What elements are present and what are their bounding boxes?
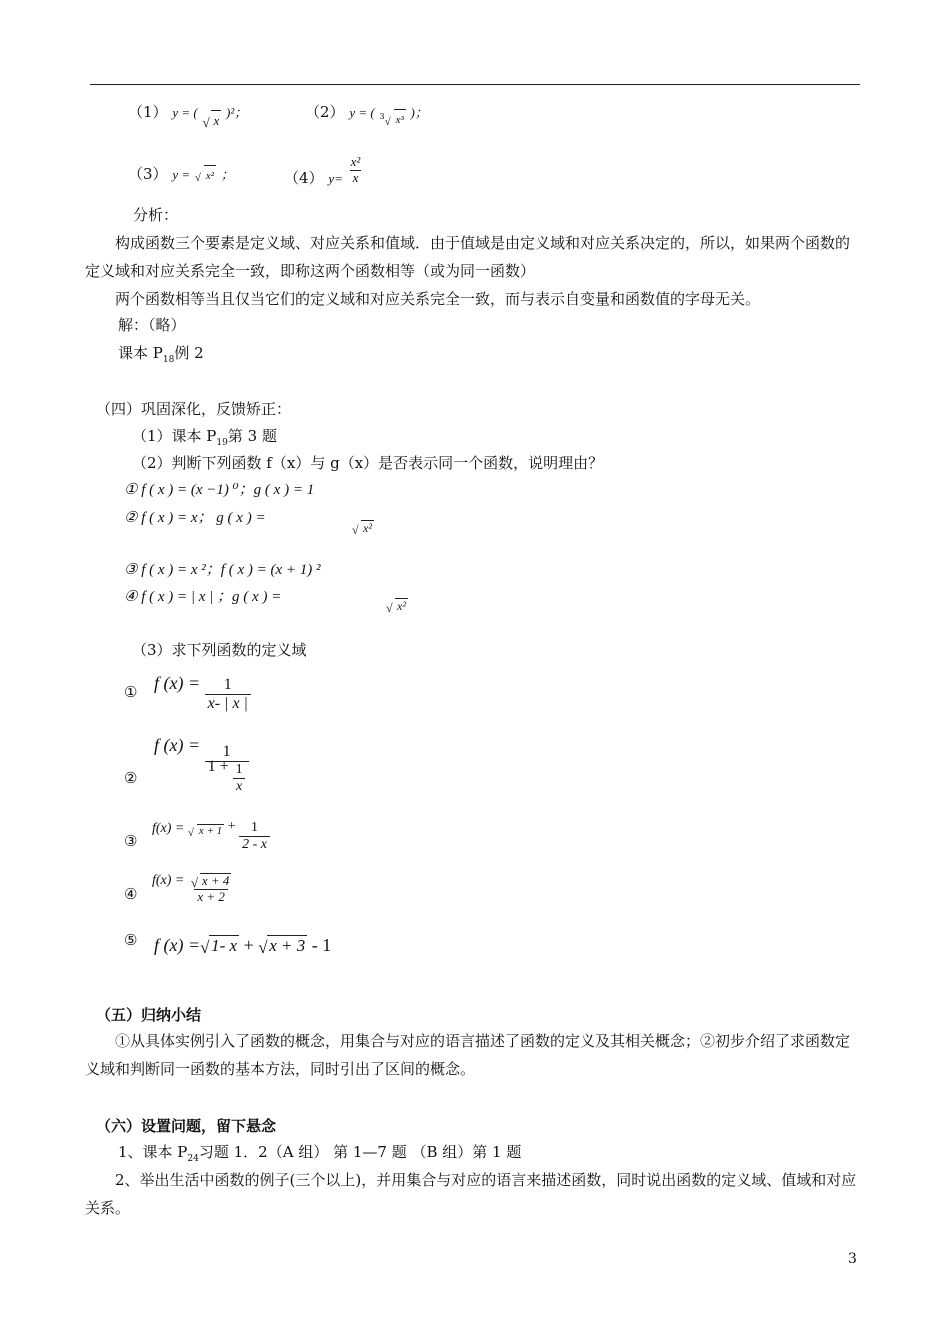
section-6-task-2: 2、举出生活中函数的例子(三个以上)，并用集合与对应的语言来描述函数，同时说出函数的定义域、值域和对应关系。 bbox=[85, 1171, 857, 1217]
textbook-ref-example: 课本 $P_{18}$例 2 bbox=[118, 344, 204, 365]
example-2-index: 3 bbox=[379, 112, 385, 121]
header-rule bbox=[90, 84, 860, 85]
example-3-expr: y = bbox=[172, 167, 191, 182]
analysis-paragraph-2: 两个函数相等当且仅当它们的定义域和对应关系完全一致，而与表示自变量和函数值的字母无关。 bbox=[115, 290, 761, 308]
example-4 bbox=[284, 155, 363, 186]
domain-5-expr: f (x) = √ 1- x + √ x + 3 - 1 bbox=[154, 935, 332, 957]
section-4-q3: （3）求下列函数的定义域 bbox=[132, 641, 307, 659]
domain-1-expr: f (x) = $\frac{1}{x- | x |}$ bbox=[154, 676, 251, 714]
domain-1-mark: ① bbox=[124, 683, 138, 701]
analysis-heading: 分析： bbox=[133, 206, 179, 224]
analysis-paragraph-1: 构成函数三个要素是定义域、对应关系和值域．由于值域是由定义域和对应关系决定的，所以，如果两个函数的定义域和对应关系完全一致，即称这两个函数相等（或为同一函数） bbox=[85, 234, 851, 280]
domain-3-mark: ③ bbox=[124, 832, 138, 850]
example-2-radical: √ x³ bbox=[385, 109, 406, 130]
compare-item-1: ① f ( x ) = (x −1) ⁰；g ( x ) = 1 bbox=[124, 482, 315, 498]
domain-3-expr: f(x) = √ x + 1 + $\frac{1}{2 - x}$ bbox=[152, 820, 270, 853]
domain-2-expr: f (x) = 1 1 + $\frac{1}{x}$ bbox=[154, 743, 249, 796]
compare-item-4: ④ f ( x ) = | x | ；g ( x ) = bbox=[124, 589, 282, 605]
example-2-label: （2） bbox=[305, 103, 345, 121]
example-2 bbox=[305, 102, 428, 128]
example-3-radical: √ x² bbox=[195, 165, 216, 186]
section-5-summary: ①从具体实例引入了函数的概念，用集合与对应的语言描述了函数的定义及其相关概念；②初步介绍了求函数定义域和判断同一函数的基本方法，同时引出了区间的概念。 bbox=[85, 1032, 851, 1078]
example-2-expr: y = ( bbox=[349, 105, 375, 120]
example-1 bbox=[128, 102, 248, 130]
example-1-tail: )²； bbox=[226, 105, 248, 120]
example-2-tail: )； bbox=[410, 105, 428, 120]
section-6-heading: （六）设置问题，留下悬念 bbox=[96, 1117, 277, 1135]
compare-item-4-radical: √ x² bbox=[386, 599, 406, 615]
section-4-heading: （四）巩固深化，反馈矫正： bbox=[96, 400, 292, 418]
domain-2-mark: ② bbox=[124, 769, 138, 787]
example-4-fraction: $\frac{\text{x²}}{x}$ bbox=[350, 154, 361, 185]
example-4-expr: y= bbox=[328, 171, 343, 187]
compare-item-3: ③ f ( x ) = x ²；f ( x ) = (x + 1) ² bbox=[124, 562, 321, 578]
example-3 bbox=[128, 164, 234, 186]
section-5-heading: （五）归纳小结 bbox=[96, 1006, 202, 1024]
page-number: 3 bbox=[848, 1251, 857, 1267]
example-4-label: （4） bbox=[284, 169, 324, 188]
compare-item-2-radical: √ x² bbox=[352, 521, 372, 537]
example-1-label: （1） bbox=[128, 103, 168, 121]
domain-4-mark: ④ bbox=[124, 885, 138, 903]
section-4-q2: （2）判断下列函数 f（x）与 g（x）是否表示同一个函数，说明理由？ bbox=[132, 454, 604, 472]
example-1-expr: y = ( bbox=[172, 105, 198, 120]
solution-line: 解：（略） bbox=[118, 316, 186, 334]
example-3-label: （3） bbox=[128, 165, 168, 183]
example-1-radical: √ x bbox=[202, 110, 221, 131]
section-6-task-1: 1、课本 $P_{24}$习题 1．2（A 组） 第 1—7 题 （B 组）第 1 题 bbox=[118, 1143, 522, 1164]
domain-4-expr: f(x) = √ x + 4 x + 2 bbox=[152, 873, 230, 904]
compare-item-2: ② f ( x ) = x； g ( x ) = bbox=[124, 510, 266, 526]
domain-5-mark: ⑤ bbox=[124, 931, 138, 949]
section-4-q1: （1）课本 $P_{19}$第 3 题 bbox=[132, 427, 277, 448]
example-3-tail: ； bbox=[220, 167, 234, 182]
